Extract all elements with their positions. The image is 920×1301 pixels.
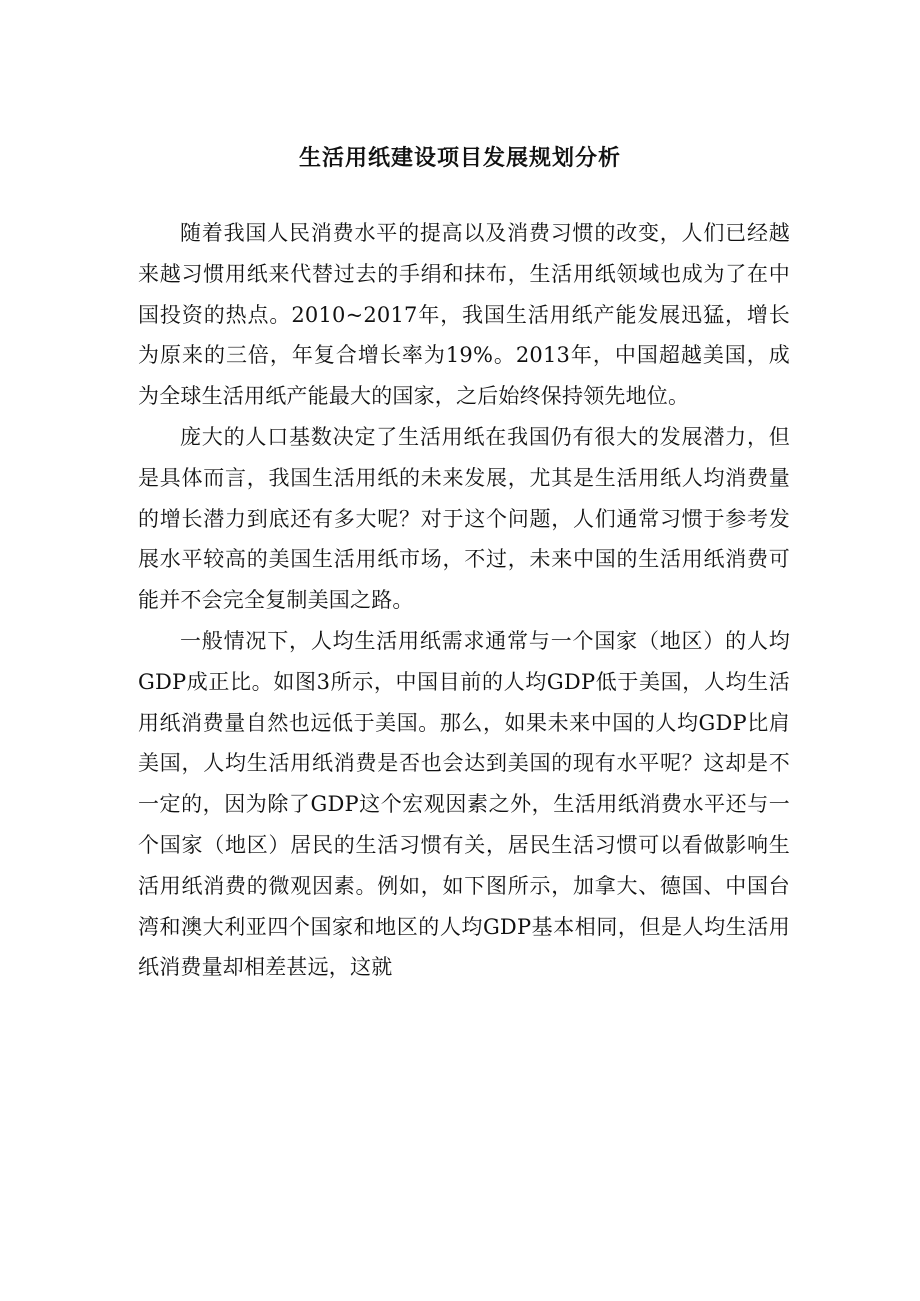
document-body — [138, 213, 790, 988]
paragraph-2: 庞大的人口基数决定了生活用纸在我国仍有很大的发展潜力，但是具体而言，我国生活用纸的未来发展，尤其是生活用纸人均消费量的增长潜力到底还有多大呢？对于这个问题，人们通常习惯于参考发展水平较高的美国生活用纸市场，不过，未来中国的生活用纸消费可能并不会完全复制美国之路。 — [138, 424, 790, 613]
paragraph-1: 随着我国人民消费水平的提高以及消费习惯的改变，人们已经越来越习惯用纸来代替过去的手绢和抹布，生活用纸领域也成为了在中国投资的热点。2010~2017年，我国生活用纸产能发展迅猛，增长为原来的三倍，年复合增长率为19%。2013年，中国超越美国，成为全球生活用纸产能最大的国家，之后始终保持领先地位。 — [138, 221, 790, 409]
document-title: 生活用纸建设项目发展规划分析 — [298, 146, 621, 171]
paragraph-3: 一般情况下，人均生活用纸需求通常与一个国家（地区）的人均GDP成正比。如图3所示，中国目前的人均GDP低于美国，人均生活用纸消费量自然也远低于美国。那么，如果未来中国的人均GDP比肩美国，人均生活用纸消费是否也会达到美国的现有水平呢？这却是不一定的，因为除了GDP这个宏观因素之外，生活用纸消费水平还与一个国家（地区）居民的生活习惯有关，居民生活习惯可以看做影响生活用纸消费的微观因素。例如，如下图所示，加拿大、德国、中国台湾和澳大利亚四个国家和地区的人均GDP基本相同，但是人均生活用纸消费量却相差甚远，这就 — [138, 628, 790, 980]
